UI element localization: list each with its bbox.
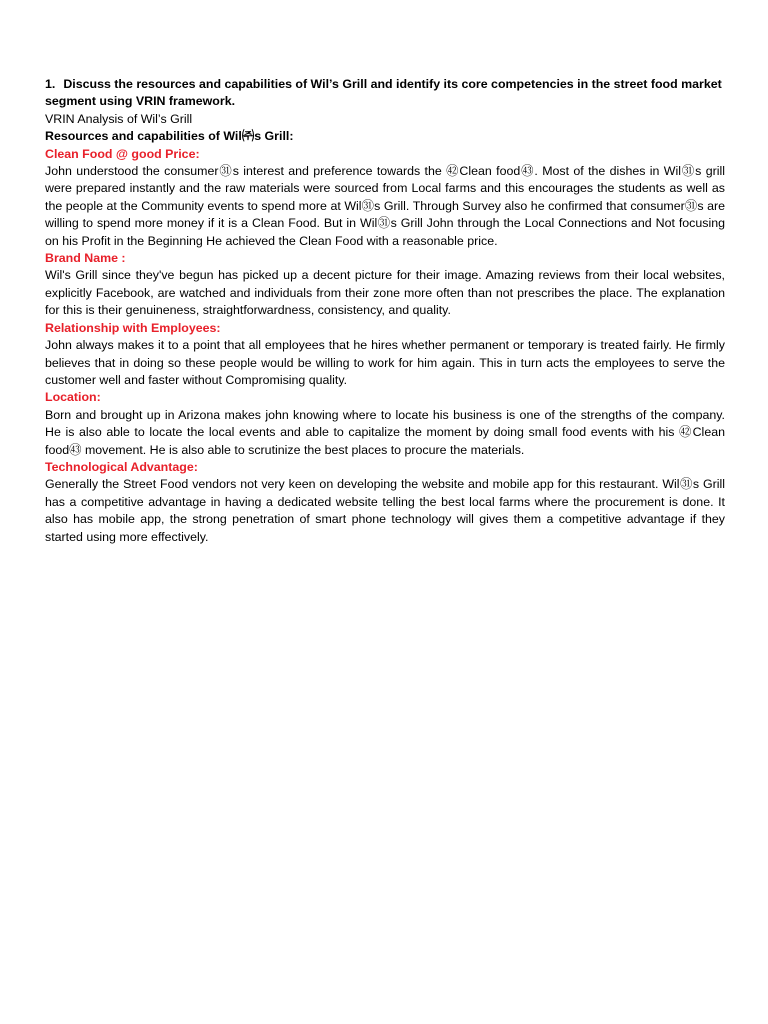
heading-location: Location: — [45, 390, 101, 405]
paragraph-location: Born and brought up in Arizona makes john knowing where to locate his business is one of the strengths of the company. He is also able to locate the local events and able to capitalize the moment by doing small food events with his ㊷Clean food㊸ movement. He is also able to scrutinize the best places to procure the materials. — [45, 407, 725, 457]
question-line — [45, 76, 725, 111]
heading-technological-advantage: Technological Advantage: — [45, 459, 198, 474]
document-content — [45, 76, 725, 546]
question-text: Discuss the resources and capabilities of Wil’s Grill and identify its core competencies in the street food market segment using VRIN framework. — [45, 77, 722, 109]
section-title: Resources and capabilities of Wil㈜s Grill: — [45, 129, 294, 144]
question-number: 1. — [45, 77, 56, 91]
heading-brand-name: Brand Name : — [45, 251, 126, 266]
heading-clean-food: Clean Food @ good Price: — [45, 146, 200, 161]
paragraph-clean-food: John understood the consumer㉛s interest and preference towards the ㊷Clean food㊸. Most of the dishes in Wil㉛s grill were prepared instantly and the raw materials were sourced from Local farms and this encourages the students as well as the people at the Community events to spend more at Wil㉛s Grill. Through Survey also he confirmed that consumer㉛s are willing to spend more money if it is a Clean Food. But in Wil㉛s Grill John through the Local Connections and Not focusing on his Profit in the Beginning He achieved the Clean Food with a reasonable price. — [45, 164, 725, 248]
paragraph-relationship-with-employees: John always makes it to a point that all employees that he hires whether permanent or temporary is treated fairly. He firmly believes that in doing so these people would be willing to work for him again. This in turn acts the employees to serve the customer well and faster without Compromising quality. — [45, 338, 725, 387]
paragraph-technological-advantage: Generally the Street Food vendors not very keen on developing the website and mobile app for this restaurant. Wil㉛s Grill has a competitive advantage in having a dedicated website telling the best local farms where the procurement is done. It also has mobile app, the strong penetration of smart phone technology will gives them a competitive advantage if they started using more effectively. — [45, 477, 725, 544]
document-subtitle: VRIN Analysis of Wil’s Grill — [45, 111, 193, 126]
paragraph-brand-name: Wil's Grill since they've begun has picked up a decent picture for their image. Amazing reviews from their local websites, explicitly Facebook, are watched and individuals from their zone more often than not prescribes the place. The explanation for this is their genuineness, straightforwardness, consistency, and quality. — [45, 268, 725, 318]
heading-relationship-with-employees: Relationship with Employees: — [45, 320, 221, 335]
